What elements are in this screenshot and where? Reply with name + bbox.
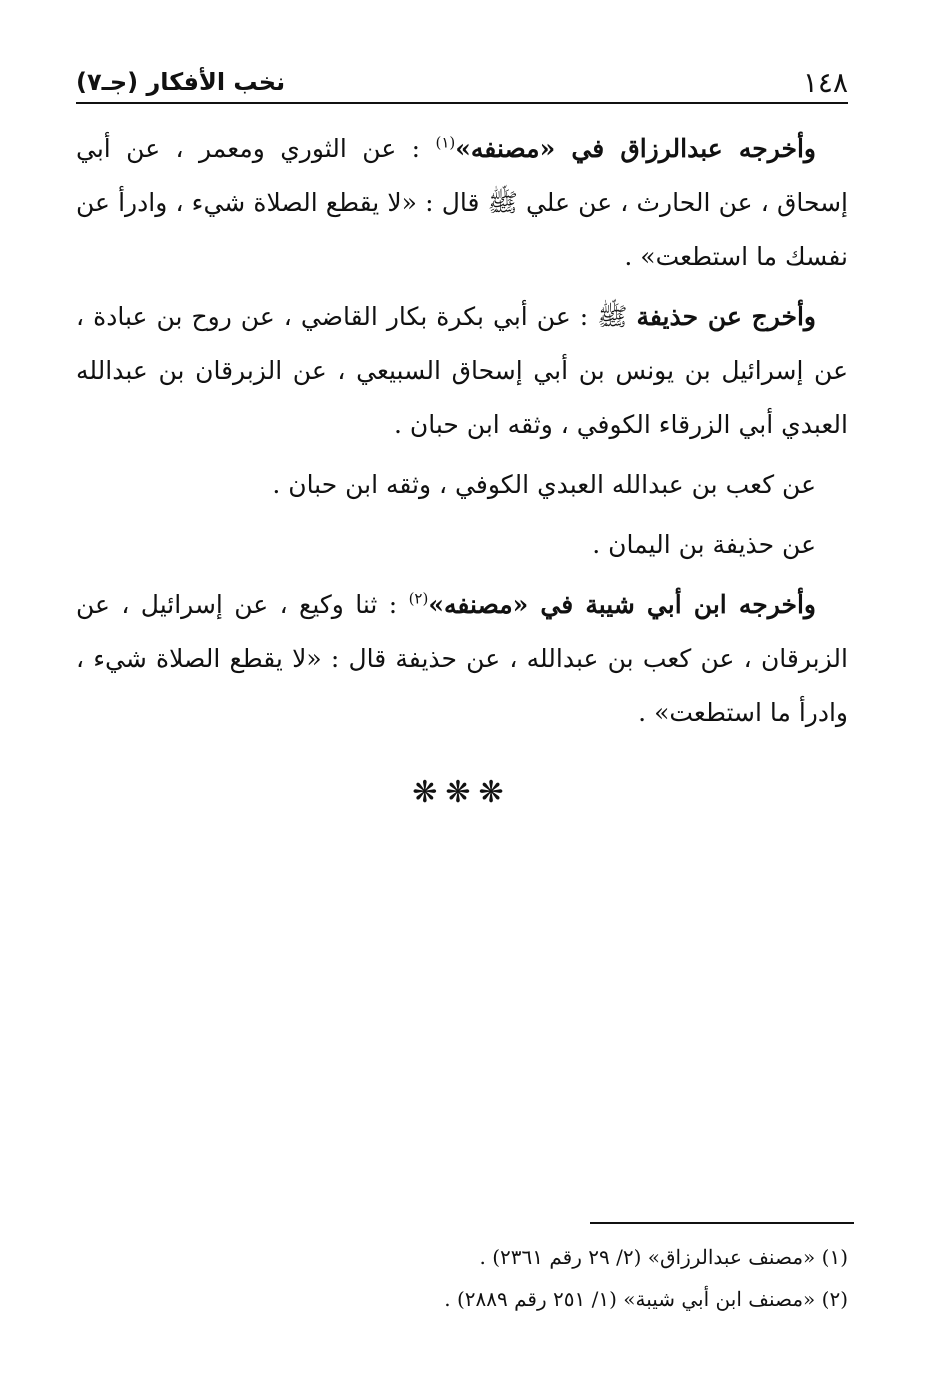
paragraph-text: ﷺ : عن أبي بكرة بكار القاضي ، عن روح بن عبادة ، عن إسرائيل بن يونس بن أبي إسحاق السبيعي ، عن الزبرقان بن عبدالله العبدي أبي الزرقاء الكوفي ، وثقه ابن حبان . (76, 302, 848, 439)
paragraph-lead: وأخرجه عبدالرزاق في «مصنفه» (455, 134, 816, 163)
paragraph-text: : ثنا وكيع ، عن إسرائيل ، عن الزبرقان ، عن كعب بن عبدالله ، عن حذيفة قال : «لا يقطع الصلاة شيء ، وادرأ ما استطعت» . (76, 590, 848, 727)
page-header (76, 62, 848, 104)
page-number: ١٤٨ (802, 65, 848, 99)
paragraph-hudhayfa (76, 290, 848, 452)
paragraph-lead: وأخرج عن حذيفة (636, 302, 816, 331)
paragraph-abdulrazzaq (76, 122, 848, 284)
footnote-1: (١) «مصنف عبدالرزاق» (٢/ ٢٩ رقم ٢٣٦١) . (479, 1245, 848, 1269)
running-title: نخب الأفكار (جـ٧) (76, 68, 286, 96)
chain-line-kaab: عن كعب بن عبدالله العبدي الكوفي ، وثقه ابن حبان . (272, 470, 816, 499)
paragraph-text: : عن الثوري ومعمر ، عن أبي إسحاق ، عن الحارث ، عن علي ﷺ قال : «لا يقطع الصلاة شيء ، وادرأ عن نفسك ما استطعت» . (76, 134, 848, 271)
footnote-ref[interactable]: (٢) (408, 589, 429, 608)
paragraph-ibn-abi-shayba (76, 578, 848, 740)
footnote-ref[interactable]: (١) (435, 133, 456, 152)
footnote-2: (٢) «مصنف ابن أبي شيبة» (١/ ٢٥١ رقم ٢٨٨٩) . (444, 1287, 848, 1311)
section-separator: ❋❋❋ (412, 775, 512, 810)
chain-line-hudhayfa: عن حذيفة بن اليمان . (592, 530, 816, 559)
footnotes (148, 1236, 848, 1320)
page-body (76, 122, 848, 820)
paragraph-lead: وأخرجه ابن أبي شيبة في «مصنفه» (428, 590, 816, 619)
footnote-divider (590, 1222, 854, 1224)
